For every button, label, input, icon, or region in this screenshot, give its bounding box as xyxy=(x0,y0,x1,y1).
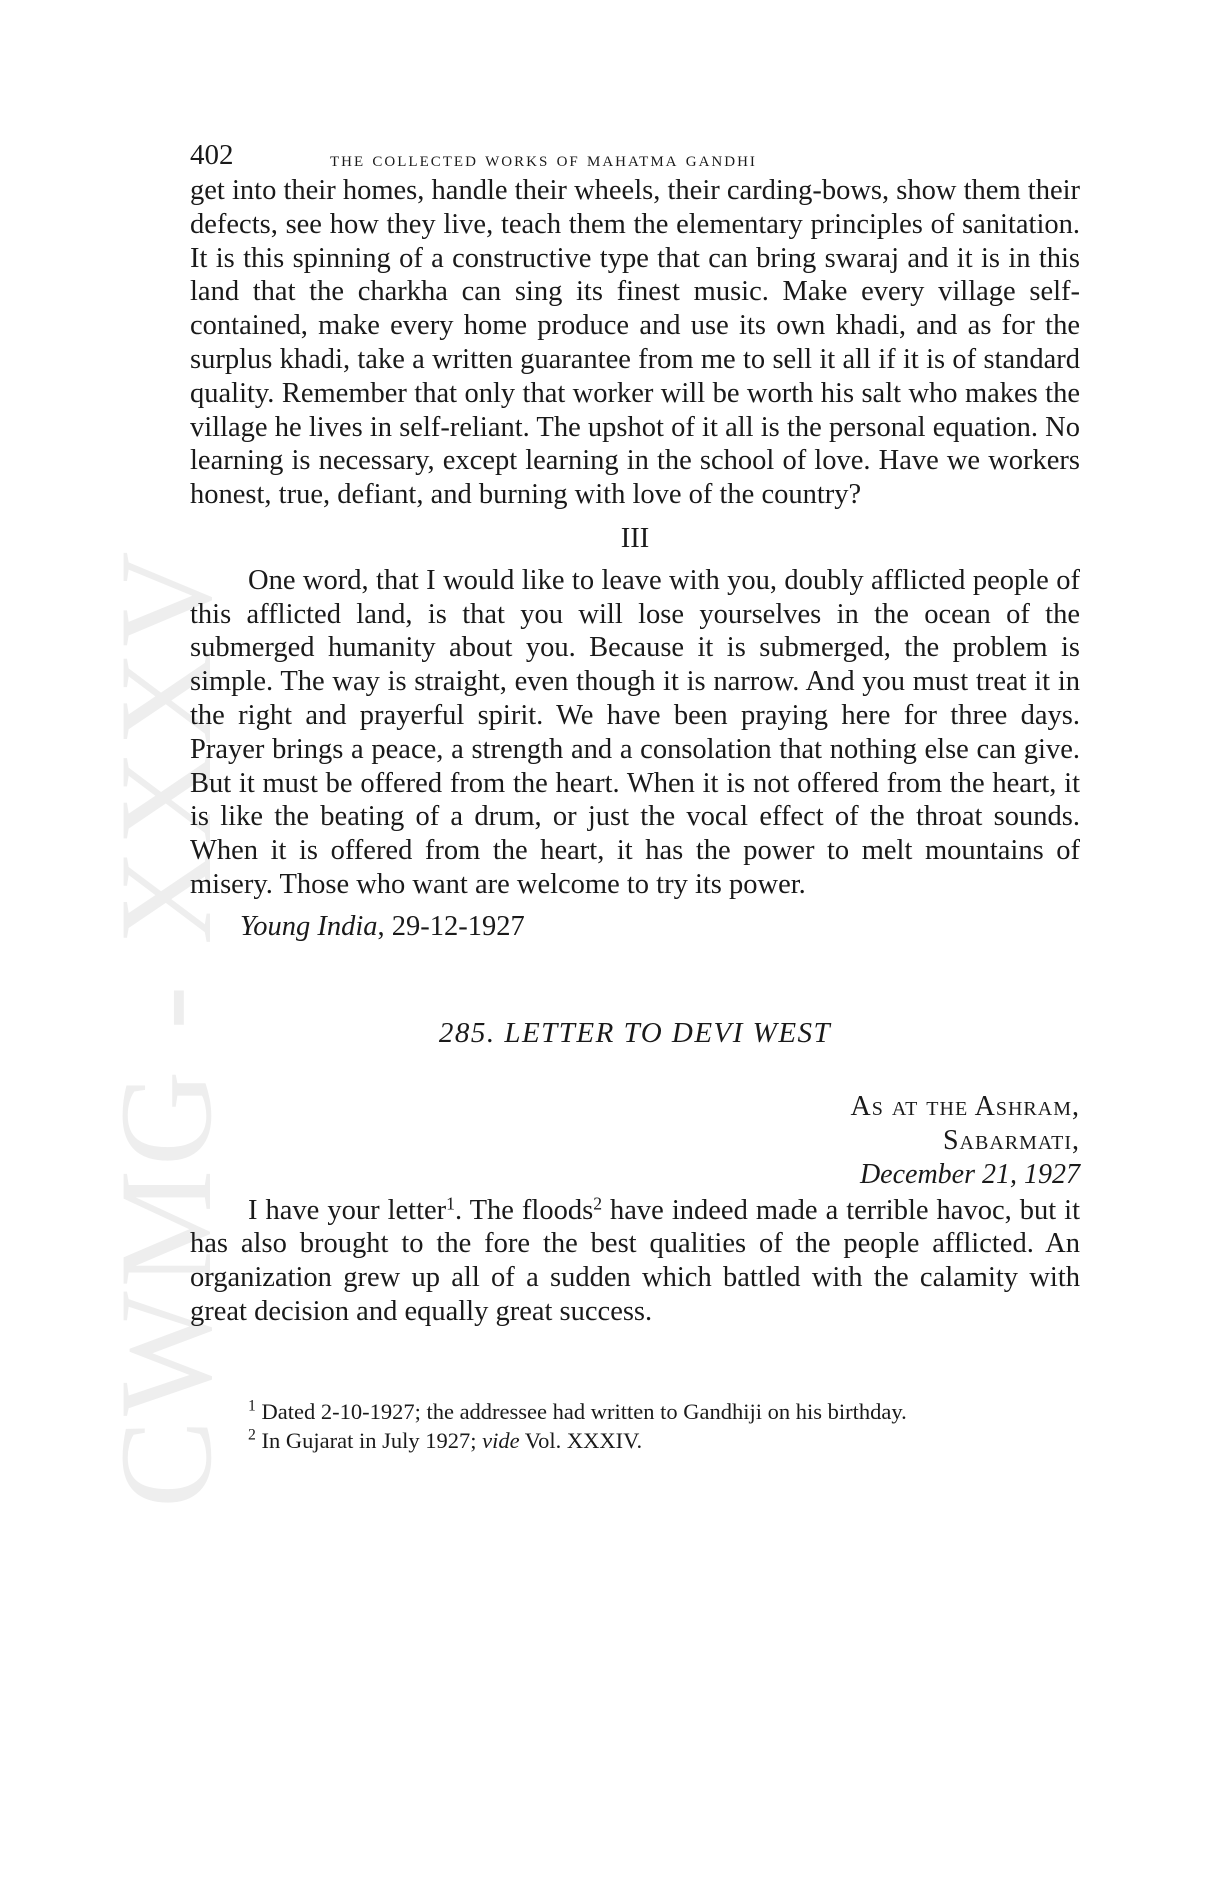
address-line-2: Sabarmati, xyxy=(942,1124,1080,1156)
paragraph-one-word: One word, that I would like to leave with you, doubly afflicted people of this afflicted land, is that you will lose yourselves in the ocean of the submerged humanity about you. Because it is submerged, the problem is simple. The way is straight, even though it is narrow. And you must treat it in the right and prayerful spirit. We have been praying here for three days. Prayer brings a peace, a strength and a consolation that nothing else can give. But it must be offered from the heart. When it is not offered from the heart, it is like the beating of a drum, or just the vocal effect of the throat sounds. When it is offered from the heart, it has the power to melt mountains of misery. Those who want are welcome to try its power. xyxy=(190,564,1080,900)
footnote-2-text-after: Vol. XXXIV. xyxy=(519,1427,643,1453)
letter-body xyxy=(190,1194,1080,1329)
source-citation xyxy=(190,910,1080,944)
letter-body-part-2: . The floods xyxy=(454,1194,594,1226)
source-publication: Young India xyxy=(240,910,378,942)
item-heading: 285. LETTER TO DEVI WEST xyxy=(438,1016,832,1049)
letter-date: December 21, 1927 xyxy=(859,1158,1080,1190)
footnote-marker-2: 2 xyxy=(248,1426,256,1444)
source-date: , 29-12-1927 xyxy=(377,910,525,942)
address-line-1: As at the Ashram, xyxy=(850,1090,1080,1122)
footnote-2 xyxy=(248,1426,1080,1455)
page-number: 402 xyxy=(190,139,234,171)
footnote-marker-1: 1 xyxy=(248,1397,256,1415)
watermark-text: CWMG - XXXV xyxy=(92,547,239,1508)
footnotes xyxy=(190,1397,1080,1455)
letter-body-part-1: I have your letter xyxy=(248,1194,447,1226)
footnote-1-text: Dated 2-10-1927; the addressee had written to Gandhiji on his birthday. xyxy=(255,1398,907,1424)
footnote-1 xyxy=(248,1397,1080,1426)
footnote-2-italic: vide xyxy=(482,1427,520,1453)
footnote-ref-2: 2 xyxy=(593,1192,603,1213)
running-head xyxy=(190,128,1080,172)
letter-body-part-3: have indeed made a terrible havoc, but it has also brought to the fore the best qualities of the people afflicted. An organization grew up all of a sudden which battled with the calamity with great decision and equally great success. xyxy=(190,1194,1081,1327)
footnote-ref-1: 1 xyxy=(446,1192,455,1213)
footnote-2-text-before: In Gujarat in July 1927; xyxy=(255,1427,483,1453)
section-numeral: III xyxy=(620,522,650,554)
address-block xyxy=(190,1090,1080,1192)
continued-paragraph: get into their homes, handle their wheels, their carding-bows, show them their defects, see how they live, teach them the elementary principles of sanitation. It is this spinning of a constructive type that can bring swaraj and it is in this land that the charkha can sing its finest music. Make every village self-contained, make every home produce and use its own khadi, and as for the surplus khadi, take a written guarantee from me to sell it all if it is of standard quality. Remember that only that worker will be worth his salt who makes the village he lives in self-reliant. The upshot of it all is the personal equation. No learning is necessary, except learning in the school of love. Have we workers honest, true, defiant, and burning with love of the country? xyxy=(190,175,1080,511)
running-title: the collected works of mahatma gandhi xyxy=(330,147,757,171)
page xyxy=(190,128,1080,1455)
